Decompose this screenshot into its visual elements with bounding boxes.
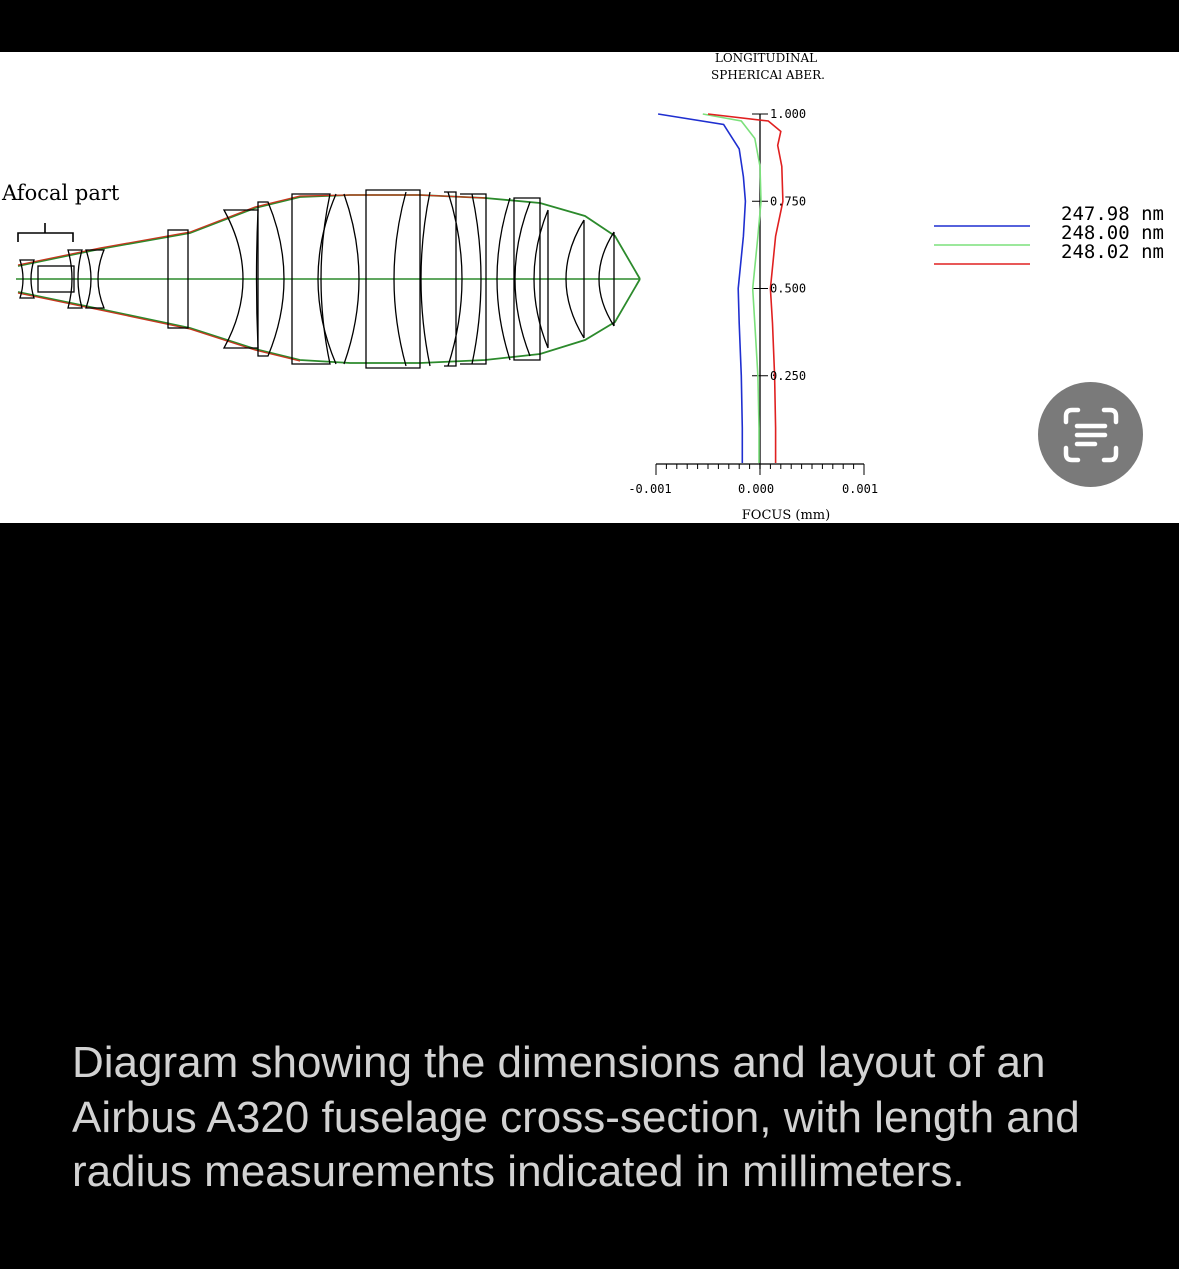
y-tick-label-0: 1.000: [770, 107, 807, 121]
x-tick-label-2: 0.001: [841, 482, 879, 496]
afocal-bracket: [18, 223, 73, 242]
series-line-0: [658, 114, 745, 463]
legend-label-2: 248.02 nm: [1061, 241, 1164, 263]
marginal-ray-lower: [18, 279, 640, 363]
x-tick-label-1: 0.000: [737, 482, 775, 496]
series-line-1: [703, 114, 761, 463]
y-tick-label-3: 0.250: [770, 368, 807, 383]
afocal-part-label: Afocal part: [2, 181, 120, 205]
plot-title-line2: SPHERICAl ABER.: [711, 68, 825, 82]
legend-label-1: 248.00 nm: [1061, 222, 1164, 244]
google-lens-button[interactable]: [1038, 382, 1143, 487]
legend: [934, 203, 1164, 264]
lens-diagram: [1, 181, 640, 368]
viewer-image: [0, 52, 1179, 523]
marginal-ray-upper: [18, 195, 640, 279]
x-axis-label: FOCUS (mm): [741, 508, 831, 523]
x-tick-label-0: -0.001: [628, 482, 672, 496]
legend-label-0: 247.98 nm: [1061, 203, 1164, 225]
image-caption: Diagram showing the dimensions and layout of an Airbus A320 fuselage cross-section, with length and radius measurements indicated in millimeters.: [72, 1038, 1080, 1196]
y-tick-label-1: 0.750: [770, 194, 807, 209]
aberration-plot: [628, 52, 878, 523]
plot-title-line1: LONGITUDINAL: [714, 52, 818, 65]
figure-svg: [0, 52, 1179, 523]
text-scan-icon: [1062, 406, 1120, 464]
y-tick-label-2: 0.500: [770, 281, 807, 296]
